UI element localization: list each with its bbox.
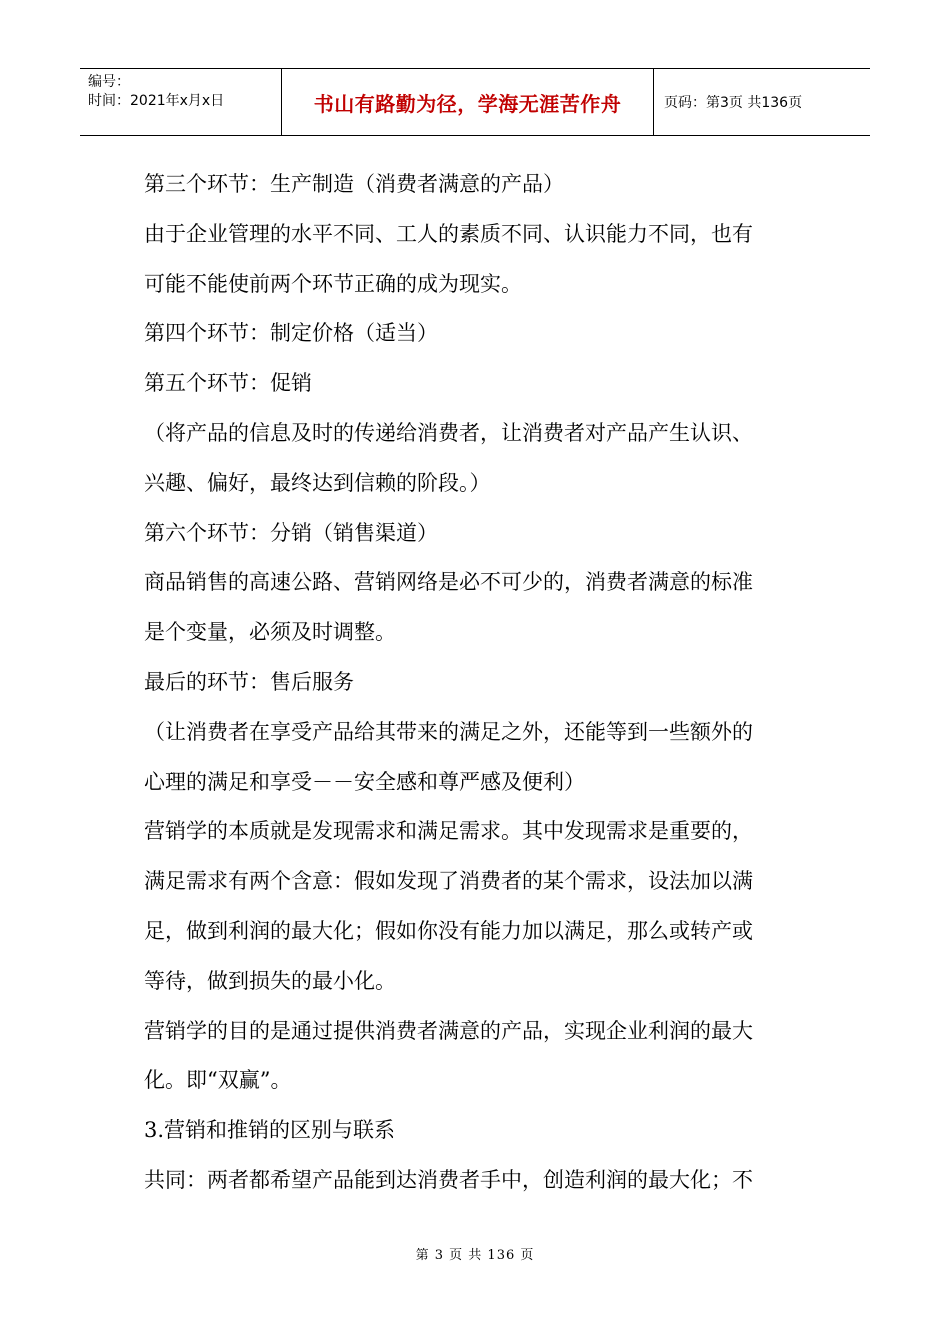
body-line: 可能不能使前两个环节正确的成为现实。 bbox=[144, 271, 522, 296]
document-time-label: 时间：2021年x月x日 bbox=[88, 93, 225, 109]
body-line: 第四个环节：制定价格（适当） bbox=[144, 321, 438, 346]
body-line: 第五个环节：促销 bbox=[144, 371, 312, 396]
body-line: 满足需求有两个含意：假如发现了消费者的某个需求，设法加以满 bbox=[144, 869, 753, 894]
body-line: 第六个环节：分销（销售渠道） bbox=[144, 520, 438, 545]
body-line: 商品销售的高速公路、营销网络是必不可少的，消费者满意的标准 bbox=[144, 570, 753, 595]
body-line: 营销学的本质就是发现需求和满足需求。其中发现需求是重要的， bbox=[144, 819, 753, 844]
body-line: 是个变量，必须及时调整。 bbox=[144, 620, 396, 645]
body-line: 足，做到利润的最大化；假如你没有能力加以满足，那么或转产或 bbox=[144, 918, 753, 943]
page-footer: 第 3 页 共 136 页 bbox=[415, 1248, 535, 1263]
document-number-label: 编号： bbox=[88, 74, 130, 90]
body-line: 等待，做到损失的最小化。 bbox=[144, 968, 396, 993]
body-line: 心理的满足和享受－－安全感和尊严感及便利） bbox=[144, 769, 585, 794]
body-line: （将产品的信息及时的传递给消费者，让消费者对产品产生认识、 bbox=[144, 420, 753, 445]
body-line: 第三个环节：生产制造（消费者满意的产品） bbox=[144, 172, 564, 196]
header-motto: 书山有路勤为径，学海无涯苦作舟 bbox=[282, 69, 654, 135]
header-page-info: 页码：第3页 共136页 bbox=[664, 95, 803, 111]
document-body bbox=[144, 160, 809, 1206]
body-line: 最后的环节：售后服务 bbox=[144, 669, 354, 694]
section-heading: 3.营销和推销的区别与联系 bbox=[144, 1118, 396, 1143]
body-line: 由于企业管理的水平不同、工人的素质不同、认识能力不同，也有 bbox=[144, 221, 753, 246]
body-line: 营销学的目的是通过提供消费者满意的产品，实现企业利润的最大 bbox=[144, 1018, 753, 1043]
body-line: （让消费者在享受产品给其带来的满足之外，还能等到一些额外的 bbox=[144, 719, 753, 744]
body-line: 化。即“双赢”。 bbox=[144, 1068, 292, 1093]
header-meta bbox=[80, 69, 282, 135]
page-header bbox=[80, 68, 870, 136]
body-line: 兴趣、偏好，最终达到信赖的阶段。） bbox=[144, 470, 491, 495]
body-line: 共同：两者都希望产品能到达消费者手中，创造利润的最大化；不 bbox=[144, 1167, 753, 1192]
